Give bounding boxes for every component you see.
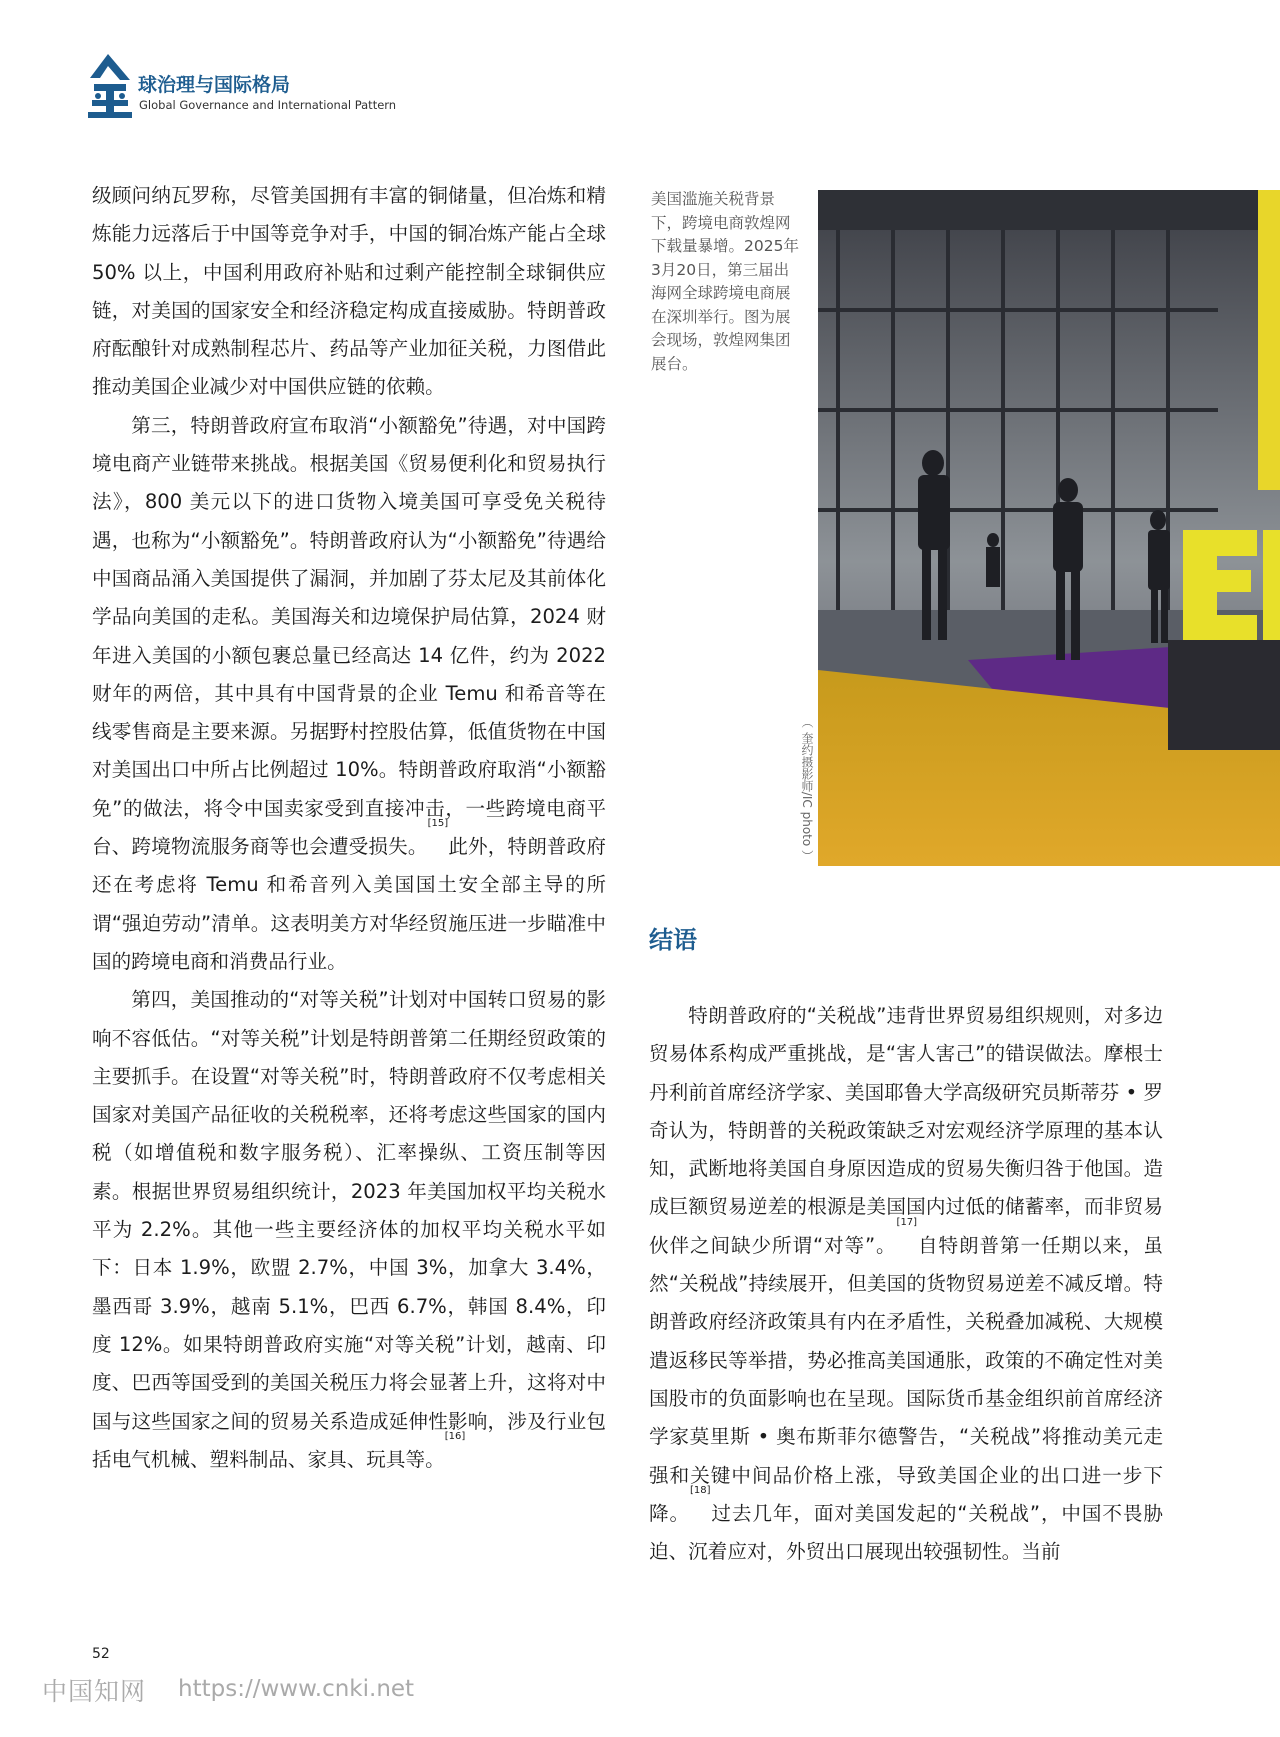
cnki-watermark-url[interactable]: https://www.cnki.net [178, 1676, 415, 1702]
journal-section-title: 球治理与国际格局 [138, 74, 291, 96]
paragraph: 第三，特朗普政府宣布取消“小额豁免”待遇，对中国跨境电商产业链带来挑战。根据美国《贸易便利化和贸易执行法》，800 美元以下的进口货物入境美国可享受免关税待遇，也称为“小额豁免”。特朗普政府认为“小额豁免”待遇给中国商品涌入美国提供了漏洞，并加剧了芬太尼及其前体化学品向美国的走私。美国海关和边境保护局估算，2024 财年进入美国的小额包裹总量已经高达 14 亿件，约为 2022 财年的两倍，其中具有中国背景的企业 Temu 和希音等在线零售商是主要来源。另据野村控股估算，低值货物在中国对美国出口中所占比例超过 10%。特朗普政府取消“小额豁免”的做法，将令中国卖家受到直接冲击，一些跨境电商平台、跨境物流服务商等也会遭受损失。[15]此外，特朗普政府还在考虑将 Temu 和希音列入美国国土安全部主导的所谓“强迫劳动”清单。这表明美方对华经贸施压进一步瞄准中国的跨境电商和消费品行业。 [92, 413, 607, 973]
footnote-ref: [16] [444, 1430, 466, 1442]
left-text-column [92, 177, 606, 1479]
footnote-ref: [17] [896, 1216, 918, 1228]
journal-section-subtitle: Global Governance and International Pattern [139, 98, 397, 112]
paragraph: 特朗普政府的“关税战”违背世界贸易组织规则，对多边贸易体系构成严重挑战，是“害人害己”的错误做法。摩根士丹利前首席经济学家、美国耶鲁大学高级研究员斯蒂芬 • 罗奇认为，特朗普的关税政策缺乏对宏观经济学原理的基本认知，武断地将美国自身原因造成的贸易失衡归咎于他国。造成巨额贸易逆差的根源是美国国内过低的储蓄率，而非贸易伙伴之间缺少所谓“对等”。[17]自特朗普第一任期以来，虽然“关税战”持续展开，但美国的货物贸易逆差不减反增。特朗普政府经济政策具有内在矛盾性，关税叠加减税、大规模遣返移民等举措，势必推高美国通胀，政策的不确定性对美国股市的负面影响也在呈现。国际货币基金组织前首席经济学家莫里斯 • 奥布斯菲尔德警告，“关税战”将推动美元走强和关键中间品价格上涨，导致美国企业的出口进一步下降。[18]过去几年，面对美国发起的“关税战”，中国不畏胁迫、沉着应对，外贸出口展现出较强韧性。当前 [649, 1004, 1164, 1564]
section-heading: 结语 [649, 926, 697, 954]
paragraph: 级顾问纳瓦罗称，尽管美国拥有丰富的铜储量，但冶炼和精炼能力远落后于中国等竞争对手，中国的铜冶炼产能占全球 50% 以上，中国利用政府补贴和过剩产能控制全球铜供应链，对美国的国家安全和经济稳定构成直接威胁。特朗普政府酝酿针对成熟制程芯片、药品等产业加征关税，力图借此推动美国企业减少对中国供应链的依赖。 [92, 184, 606, 399]
journal-logo-glyph [84, 50, 136, 120]
page-number: 52 [92, 1646, 110, 1662]
exhibition-photo [818, 190, 1280, 866]
right-text-column [649, 997, 1163, 1571]
footnote-ref: [18] [690, 1484, 711, 1496]
cnki-watermark-text: 中国知网 [42, 1677, 147, 1706]
paragraph: 第四，美国推动的“对等关税”计划对中国转口贸易的影响不容低估。“对等关税”计划是特朗普第二任期经贸政策的主要抓手。在设置“对等关税”时，特朗普政府不仅考虑相关国家对美国产品征收的关税税率，还将考虑这些国家的国内税（如增值税和数字服务税）、汇率操纵、工资压制等因素。根据世界贸易组织统计，2023 年美国加权平均关税水平为 2.2%。其他一些主要经济体的加权平均关税水平如下：日本 1.9%，欧盟 2.7%，中国 3%，加拿大 3.4%，墨西哥 3.9%，越南 5.1%，巴西 6.7%，韩国 8.4%，印度 12%。如果特朗普政府实施“对等关税”计划，越南、印度、巴西等国受到的美国关税压力将会显著上升，这将对中国与这些国家之间的贸易关系造成延伸性影响，涉及行业包括电气机械、塑料制品、家具、玩具等。[16] [92, 988, 606, 1471]
photo-credit: （ 奎约摄影师/IC photo ） [800, 716, 814, 863]
footnote-ref: [15] [427, 818, 449, 830]
photo-caption: 美国滥施关税背景下，跨境电商敦煌网下载量暴增。2025年3月20日，第三届出海网全球跨境电商展在深圳举行。图为展会现场，敦煌网集团展台。 [651, 190, 799, 373]
